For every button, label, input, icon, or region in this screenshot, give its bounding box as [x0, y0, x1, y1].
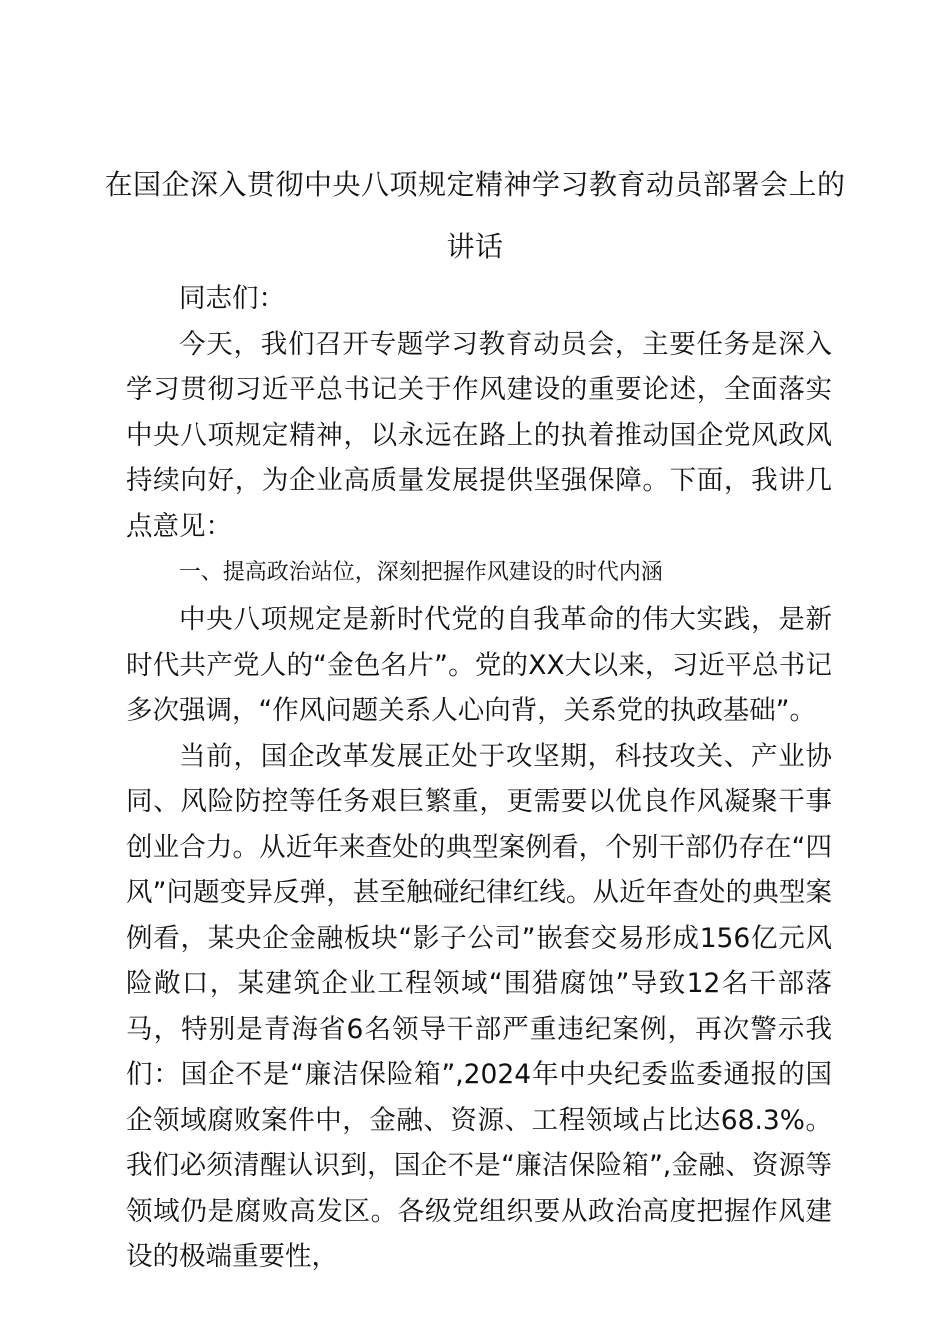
section-heading-1: 一、提高政治站位，深刻把握作风建设的时代内涵 [178, 560, 663, 585]
paragraph-intro: 今天，我们召开专题学习教育动员会，主要任务是深入学习贯彻习近平总书记关于作风建设的重要论述，全面落实中央八项规定精神，以永远在路上的执着推动国企党风政风持续向好，为企业高质量发展提供坚强保障。下面，我讲几点意见： [126, 328, 832, 542]
document-title: 在国企深入贯彻中央八项规定精神学习教育动员部署会上的讲话 [104, 168, 846, 263]
document-body [126, 276, 832, 1280]
paragraph-background: 中央八项规定是新时代党的自我革命的伟大实践，是新时代共产党人的“金色名片”。党的XX大以来，习近平总书记多次强调，“作风问题关系人心向背，关系党的执政基础”。 [126, 604, 832, 726]
salutation: 同志们： [179, 283, 285, 314]
paragraph-current-situation: 当前，国企改革发展正处于攻坚期，科技攻关、产业协同、风险防控等任务艰巨繁重，更需要以优良作风凝聚干事创业合力。从近年来查处的典型案例看，个别干部仍存在“四风”问题变异反弹，甚至触碰纪律红线。从近年查处的典型案例看，某央企金融板块“影子公司”嵌套交易形成156亿元风险敞口，某建筑企业工程领域“围猎腐蚀”导致12名干部落马，特别是青海省6名领导干部严重违纪案例，再次警示我们：国企不是“廉洁保险箱”,2024年中央纪委监委通报的国企领域腐败案件中，金融、资源、工程领域占比达68.3%。我们必须清醒认识到，国企不是“廉洁保险箱”,金融、资源等领域仍是腐败高发区。各级党组织要从政治高度把握作风建设的极端重要性， [126, 740, 832, 1272]
